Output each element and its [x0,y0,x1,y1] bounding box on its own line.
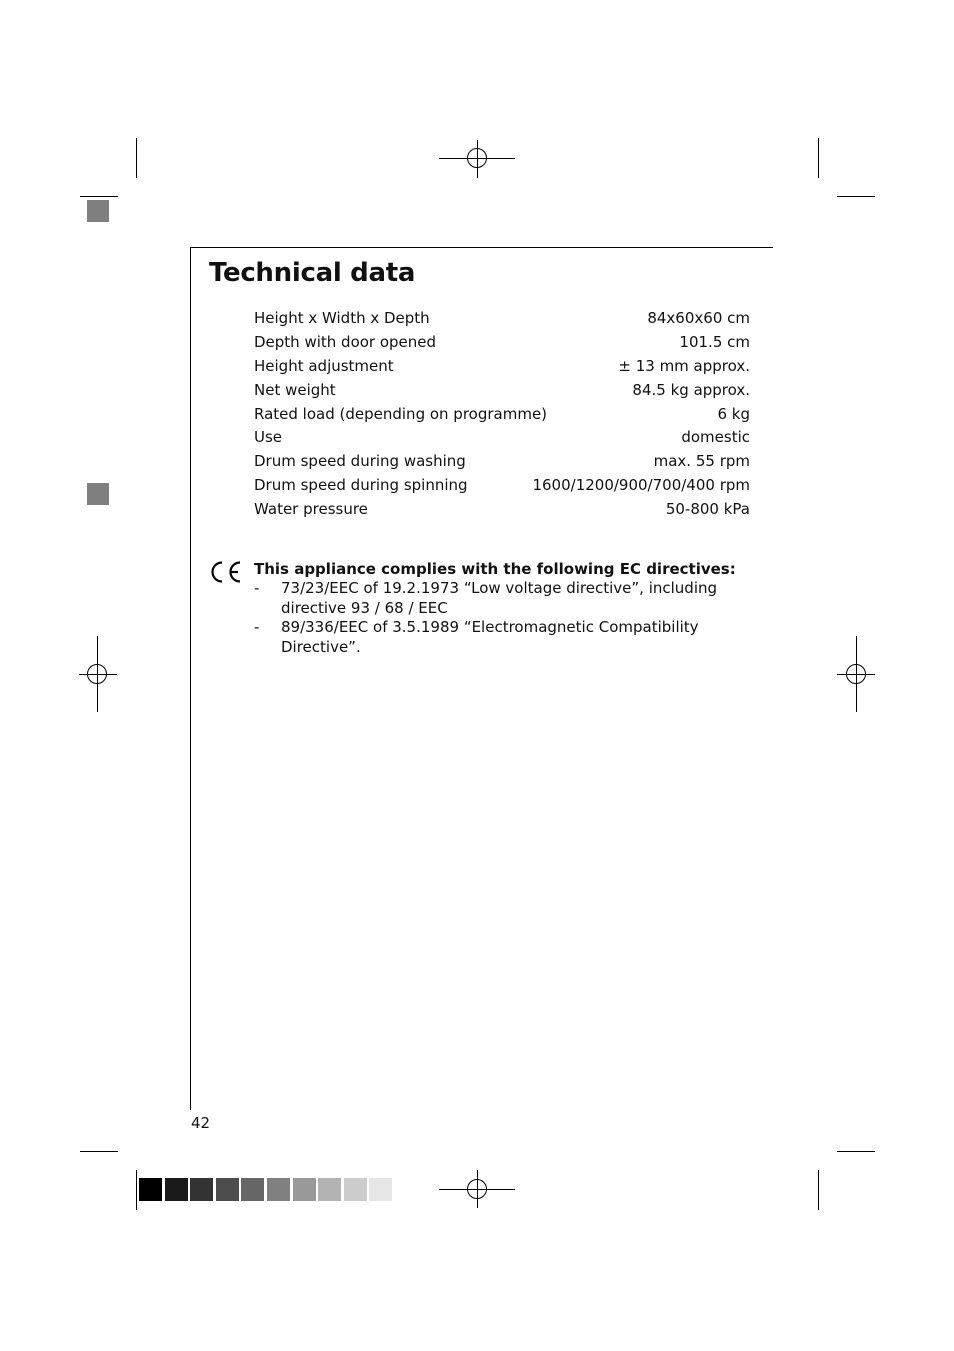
crop-mark [136,138,137,178]
spec-value: max. 55 rpm [653,452,750,471]
spec-value: 50-800 kPa [665,500,750,519]
color-swatch [267,1178,290,1201]
margin-marker [87,200,109,222]
margin-marker [87,483,109,505]
directive-text: 89/336/EEC of 3.5.1989 “Electromagnetic Compatibility Directive”. [281,618,699,656]
spec-label: Use [254,428,283,447]
spec-label: Drum speed during washing [254,452,466,471]
list-dash: - [254,618,260,636]
spec-value: domestic [681,428,750,447]
spec-label: Net weight [254,380,336,399]
directive-list [254,579,774,657]
crop-mark [837,196,875,197]
page-title: Technical data [209,258,416,288]
spec-value: 1600/1200/900/700/400 rpm [532,476,750,495]
spec-label: Height x Width x Depth [254,309,430,327]
spec-row [254,355,750,379]
color-swatch [344,1178,367,1201]
spec-value: 6 kg [717,404,750,423]
crop-mark [80,1151,118,1152]
spec-row [254,403,750,427]
spec-value: 84.5 kg approx. [632,380,750,399]
color-swatch [318,1178,341,1201]
spec-value: 84x60x60 cm [647,309,750,327]
spec-label: Height adjustment [254,356,394,375]
list-item [254,618,774,657]
spec-label: Depth with door opened [254,332,437,351]
spec-value: ± 13 mm approx. [618,356,750,375]
crop-mark [818,138,819,178]
spec-row [254,331,750,355]
spec-row [254,450,750,474]
crop-mark [818,1170,819,1210]
ce-mark-icon [209,560,243,584]
color-swatch [216,1178,239,1201]
spec-table [254,307,750,522]
color-swatch [293,1178,316,1201]
spec-row [254,307,750,331]
spec-label: Drum speed during spinning [254,476,468,495]
color-swatch [369,1178,392,1201]
crop-mark [136,1170,137,1210]
header-rule [190,247,773,248]
list-dash: - [254,579,260,597]
color-swatch [241,1178,264,1201]
crop-mark [837,1151,875,1152]
margin-rule [190,247,191,1110]
list-item [254,579,774,618]
crop-mark [80,196,118,197]
color-swatch [190,1178,213,1201]
spec-row [254,379,750,403]
spec-value: 101.5 cm [679,332,750,351]
ec-compliance [254,559,774,657]
spec-label: Rated load (depending on programme) [254,404,548,423]
spec-row [254,498,750,522]
color-swatch [165,1178,188,1201]
directive-text: 73/23/EEC of 19.2.1973 “Low voltage directive”, including directive 93 / 68 / EEC [281,579,718,617]
compliance-heading: This appliance complies with the following EC directives: [254,560,736,578]
page-number: 42 [191,1114,211,1132]
spec-row [254,474,750,498]
spec-row [254,426,750,450]
color-swatch [139,1178,162,1201]
spec-label: Water pressure [254,500,368,519]
